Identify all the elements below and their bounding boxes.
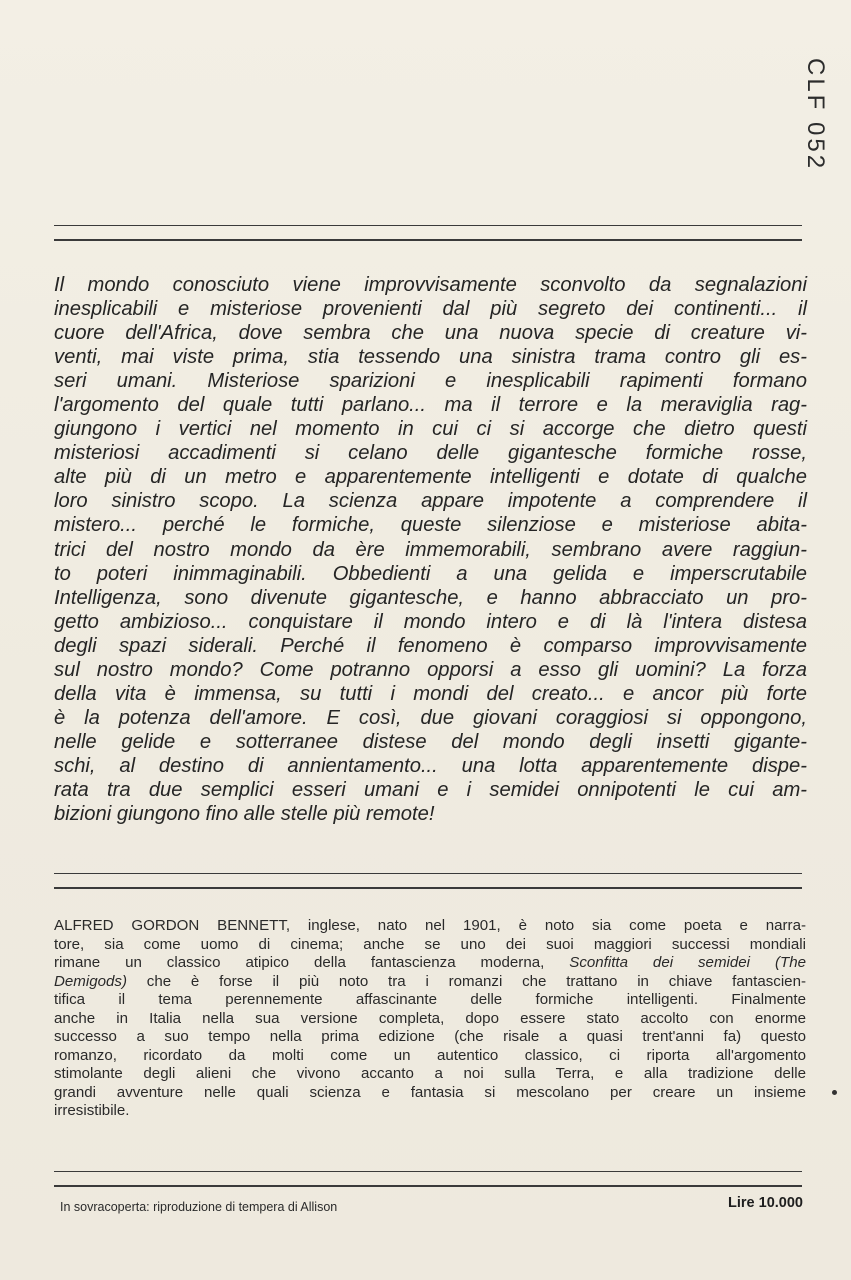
cover-credit: In sovracoperta: riproduzione di tempera di Allison — [60, 1200, 338, 1214]
bio-line: stimolante degli alieni che vivono accanto a noi sulla Terra, e alla tradizione delle — [54, 1065, 806, 1083]
author-bio — [54, 917, 806, 1121]
synopsis-line: alte più di un metro e apparentemente intelligenti e dotate di qualche — [54, 466, 807, 489]
synopsis-line: cuore dell'Africa, dove sembra che una nuova specie di creature vi- — [54, 322, 807, 345]
bottom-divider — [54, 1171, 802, 1187]
synopsis-line: trici del nostro mondo da ère immemorabili, sembrano avere raggiun- — [54, 538, 807, 561]
divider-line — [54, 873, 802, 874]
bio-text: rimane un classico atipico della fantascienza moderna, — [54, 954, 570, 972]
bio-line: romanzo, ricordato da molti come un autentico classico, ci riporta all'argomento — [54, 1046, 806, 1064]
bio-line: successo a suo tempo nella prima edizione (che risale a quasi trent'anni fa) questo — [54, 1028, 806, 1046]
synopsis-line: getto ambizioso... conquistare il mondo intero e di là l'intera distesa — [54, 610, 807, 633]
bio-line: tifica il tema perennemente affascinante delle formiche intelligenti. Finalmente — [54, 991, 806, 1009]
synopsis-line: giungono i vertici nel momento in cui ci si accorge che dietro questi — [54, 418, 807, 441]
bio-line — [54, 954, 806, 973]
synopsis-line: della vita è immensa, su tutti i mondi del creato... e ancor più forte — [54, 682, 807, 705]
bio-line — [54, 973, 806, 992]
synopsis-line: degli spazi siderali. Perché il fenomeno è comparso improvvisamente — [54, 634, 807, 657]
synopsis-line: inesplicabili e misteriose provenienti dal più segreto dei continenti... il — [54, 298, 807, 321]
synopsis-line: Intelligenza, sono divenute gigantesche, e hanno abbracciato un pro- — [54, 586, 807, 609]
bio-line: ALFRED GORDON BENNETT, inglese, nato nel 1901, è noto sia come poeta e narra- — [54, 917, 806, 934]
synopsis-line: è la potenza dell'amore. E così, due giovani coraggiosi si oppongono, — [54, 706, 807, 729]
book-title: Sconfitta dei semidei (The — [569, 954, 806, 972]
printing-dot — [832, 1090, 837, 1095]
price-label: Lire 10.000 — [728, 1195, 803, 1211]
divider-line — [54, 887, 802, 888]
bio-line: tore, sia come uomo di cinema; anche se uno dei suoi maggiori successi mondiali — [54, 935, 806, 953]
bio-line: grandi avventure nelle quali scienza e fantasia si mescolano per creare un insieme — [54, 1083, 806, 1101]
synopsis-line: loro sinistro scopo. La scienza appare impotente a comprendere il — [54, 490, 807, 513]
synopsis-text — [54, 273, 807, 826]
middle-divider — [54, 873, 802, 889]
synopsis-line: to poteri inimmaginabili. Obbedienti a una gelida e imperscrutabile — [54, 562, 807, 585]
divider-line — [54, 1171, 802, 1172]
synopsis-line: schi, al destino di annientamento... una lotta apparentemente dispe- — [54, 754, 807, 777]
bio-text: che è forse il più noto tra i romanzi che trattano in chiave fantascien- — [126, 972, 806, 990]
divider-line — [54, 239, 802, 240]
bio-line: anche in Italia nella sua versione completa, dopo essere stato accolto con enorme — [54, 1009, 806, 1027]
synopsis-line: venti, mai viste prima, stia tessendo una sinistra trama contro gli es- — [54, 346, 807, 369]
synopsis-line: sul nostro mondo? Come potranno opporsi a esso gli uomini? La forza — [54, 658, 807, 681]
synopsis-line: misteriosi accadimenti si celano delle gigantesche formiche rosse, — [54, 442, 807, 465]
bio-line: irresistibile. — [54, 1102, 130, 1120]
spine-code: CLF 052 — [802, 58, 829, 172]
book-title: Demigods) — [54, 972, 127, 990]
synopsis-line: Il mondo conosciuto viene improvvisamente sconvolto da segnalazioni — [54, 274, 807, 296]
divider-line — [54, 225, 802, 226]
synopsis-line: bizioni giungono fino alle stelle più remote! — [54, 803, 435, 826]
synopsis-line: l'argomento del quale tutti parlano... ma il terrore e la meraviglia rag- — [54, 394, 807, 417]
synopsis-line: nelle gelide e sotterranee distese del mondo degli insetti gigante- — [54, 730, 807, 753]
synopsis-line: seri umani. Misteriose sparizioni e inesplicabili rapimenti formano — [54, 370, 807, 393]
divider-line — [54, 1185, 802, 1186]
top-divider — [54, 225, 802, 241]
synopsis-line: mistero... perché le formiche, queste silenziose e misteriose abita- — [54, 514, 807, 537]
synopsis-line: rata tra due semplici esseri umani e i semidei onnipotenti le cui am- — [54, 778, 807, 801]
